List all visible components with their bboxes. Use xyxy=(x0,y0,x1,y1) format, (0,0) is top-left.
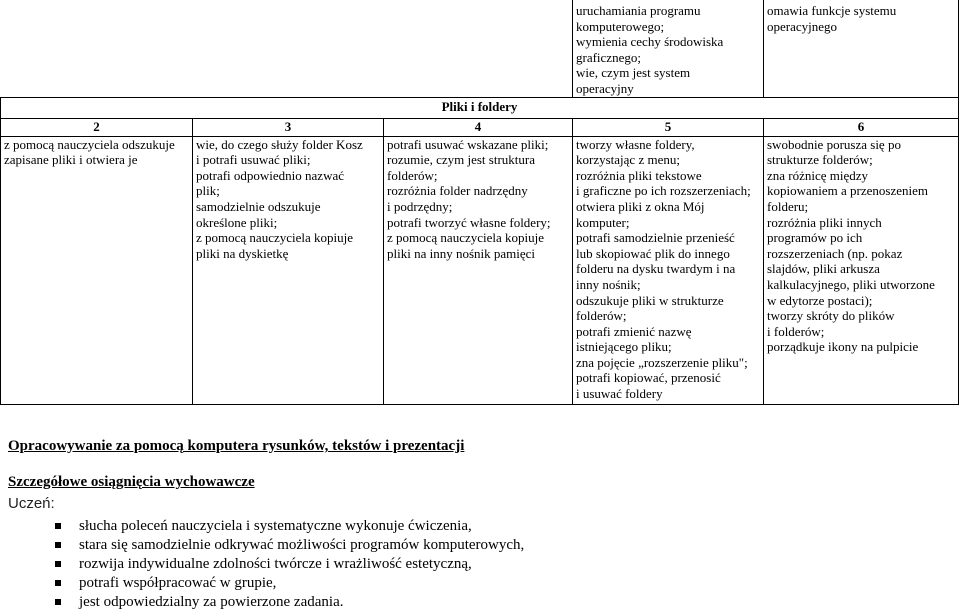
continued-row xyxy=(1,0,959,97)
text-line: samodzielnie odszukuje xyxy=(196,198,321,214)
column-number: 5 xyxy=(573,118,764,136)
column-number: 3 xyxy=(193,118,384,136)
text-line xyxy=(196,137,380,153)
text-line: korzystając z menu; xyxy=(576,152,680,168)
text-line: wie, czym jest system xyxy=(576,65,691,81)
text-line: pliki na inny nośnik pamięci xyxy=(387,245,536,261)
column-number: 4 xyxy=(384,118,573,136)
text-line: slajdów, pliki arkusza xyxy=(767,261,880,277)
text-line: rozumie, czym jest struktura xyxy=(387,152,536,168)
cell-grade-3 xyxy=(193,136,384,404)
text-line: i graficzne po ich rozszerzeniach; xyxy=(576,183,751,199)
text-line: plik; xyxy=(196,183,220,199)
cell-grade-4 xyxy=(384,136,573,404)
list-item: jest odpowiedzialny za powierzone zadania. xyxy=(55,593,524,612)
text-line: potrafi usuwać wskazane pliki; xyxy=(387,136,549,152)
text-line: rozróżnia pliki tekstowe xyxy=(576,167,702,183)
text-line: graficznego; xyxy=(576,49,641,65)
text-line: strukturze folderów; xyxy=(767,152,873,168)
list-item: rozwija indywidualne zdolności twórcze i wrażliwość estetyczną, xyxy=(55,555,524,574)
requirements-row xyxy=(1,136,959,404)
text-line: porządkuje ikony na pulpicie xyxy=(767,339,919,355)
text-line: w edytorze postaci); xyxy=(767,292,873,308)
text-line: i podrzędny; xyxy=(387,198,453,214)
empty-cell xyxy=(384,0,573,97)
section-header: Pliki i foldery xyxy=(1,97,959,118)
text-line: otwiera pliki z okna Mój xyxy=(576,198,705,214)
text-line: potrafi samodzielnie przenieść xyxy=(576,230,735,246)
empty-cell xyxy=(193,0,384,97)
text-line: tworzy własne foldery, xyxy=(576,136,695,152)
text-line: zna pojęcie „rozszerzenie pliku"; xyxy=(576,354,748,370)
text-line: i potrafi usuwać pliki; xyxy=(196,152,311,168)
text-line: tworzy skróty do plików xyxy=(767,308,895,324)
list-item: słucha poleceń nauczyciela i systematyczne wykonuje ćwiczenia, xyxy=(55,517,524,536)
achievements-list xyxy=(55,517,524,612)
text-line: kalkulacyjnego, pliki utworzone xyxy=(767,276,935,292)
text-line: rozróżnia folder nadrzędny xyxy=(387,183,528,199)
text-line: omawia funkcje systemu xyxy=(767,3,897,18)
text-line: istniejącego pliku; xyxy=(576,339,672,355)
student-label: Uczeń: xyxy=(8,495,55,512)
text-line: wie, do czego służy folder Kosz xyxy=(196,136,363,152)
cell-col5-continued xyxy=(573,0,764,97)
text-line: inny nośnik; xyxy=(576,276,641,292)
text-line: pliki na dyskietkę xyxy=(196,245,289,261)
text-line: swobodnie porusza się po xyxy=(767,136,901,152)
section-heading: Opracowywanie za pomocą komputera rysunków, tekstów i prezentacji xyxy=(8,438,465,454)
text-line: potrafi kopiować, przenosić xyxy=(576,370,721,386)
cell-col6-continued xyxy=(764,0,959,97)
text-line: potrafi odpowiednio nazwać xyxy=(196,167,345,183)
text-line: uruchamiania programu xyxy=(576,3,701,18)
column-number: 6 xyxy=(764,118,959,136)
text-line: folderów; xyxy=(576,308,627,324)
text-line: komputer; xyxy=(576,214,630,230)
text-line: wymienia cechy środowiska xyxy=(576,34,724,50)
text-line: folderów; xyxy=(387,167,438,183)
text-line: folderu na dysku twardym i na xyxy=(576,261,736,277)
text-line: komputerowego; xyxy=(576,18,665,34)
column-number: 2 xyxy=(1,118,193,136)
text-line: potrafi tworzyć własne foldery; xyxy=(387,214,551,230)
text-line: określone pliki; xyxy=(196,214,278,230)
text-line: i usuwać foldery xyxy=(576,386,663,402)
text-line: lub skopiować plik do innego xyxy=(576,245,730,261)
cell-grade-2 xyxy=(1,136,193,404)
text-line: zna różnicę między xyxy=(767,167,869,183)
text-line: operacyjny xyxy=(576,80,634,96)
text-line: programów po ich xyxy=(767,230,863,246)
text-line: i folderów; xyxy=(767,323,825,339)
text-line: z pomocą nauczyciela kopiuje xyxy=(196,230,354,246)
text-line: potrafi zmienić nazwę xyxy=(576,323,692,339)
text-line: zapisane pliki i otwiera je xyxy=(4,152,138,168)
text-line: z pomocą nauczyciela kopiuje xyxy=(387,230,545,246)
text-line: odszukuje pliki w strukturze xyxy=(576,292,724,308)
subsection-heading: Szczegółowe osiągnięcia wychowawcze xyxy=(8,474,255,490)
text-line: folderu; xyxy=(767,198,809,214)
empty-cell xyxy=(1,0,193,97)
text-line: rozszerzeniach (np. pokaz xyxy=(767,245,903,261)
list-item: potrafi współpracować w grupie, xyxy=(55,574,524,593)
text-line: z pomocą nauczyciela odszukuje xyxy=(4,136,175,152)
column-numbers-row xyxy=(1,118,959,136)
text-line: operacyjnego xyxy=(767,18,838,34)
list-item: stara się samodzielnie odkrywać możliwości programów komputerowych, xyxy=(55,536,524,555)
cell-grade-6 xyxy=(764,136,959,404)
text-line: kopiowaniem a przenoszeniem xyxy=(767,183,928,199)
cell-grade-5 xyxy=(573,136,764,404)
text-line: rozróżnia pliki innych xyxy=(767,214,882,230)
